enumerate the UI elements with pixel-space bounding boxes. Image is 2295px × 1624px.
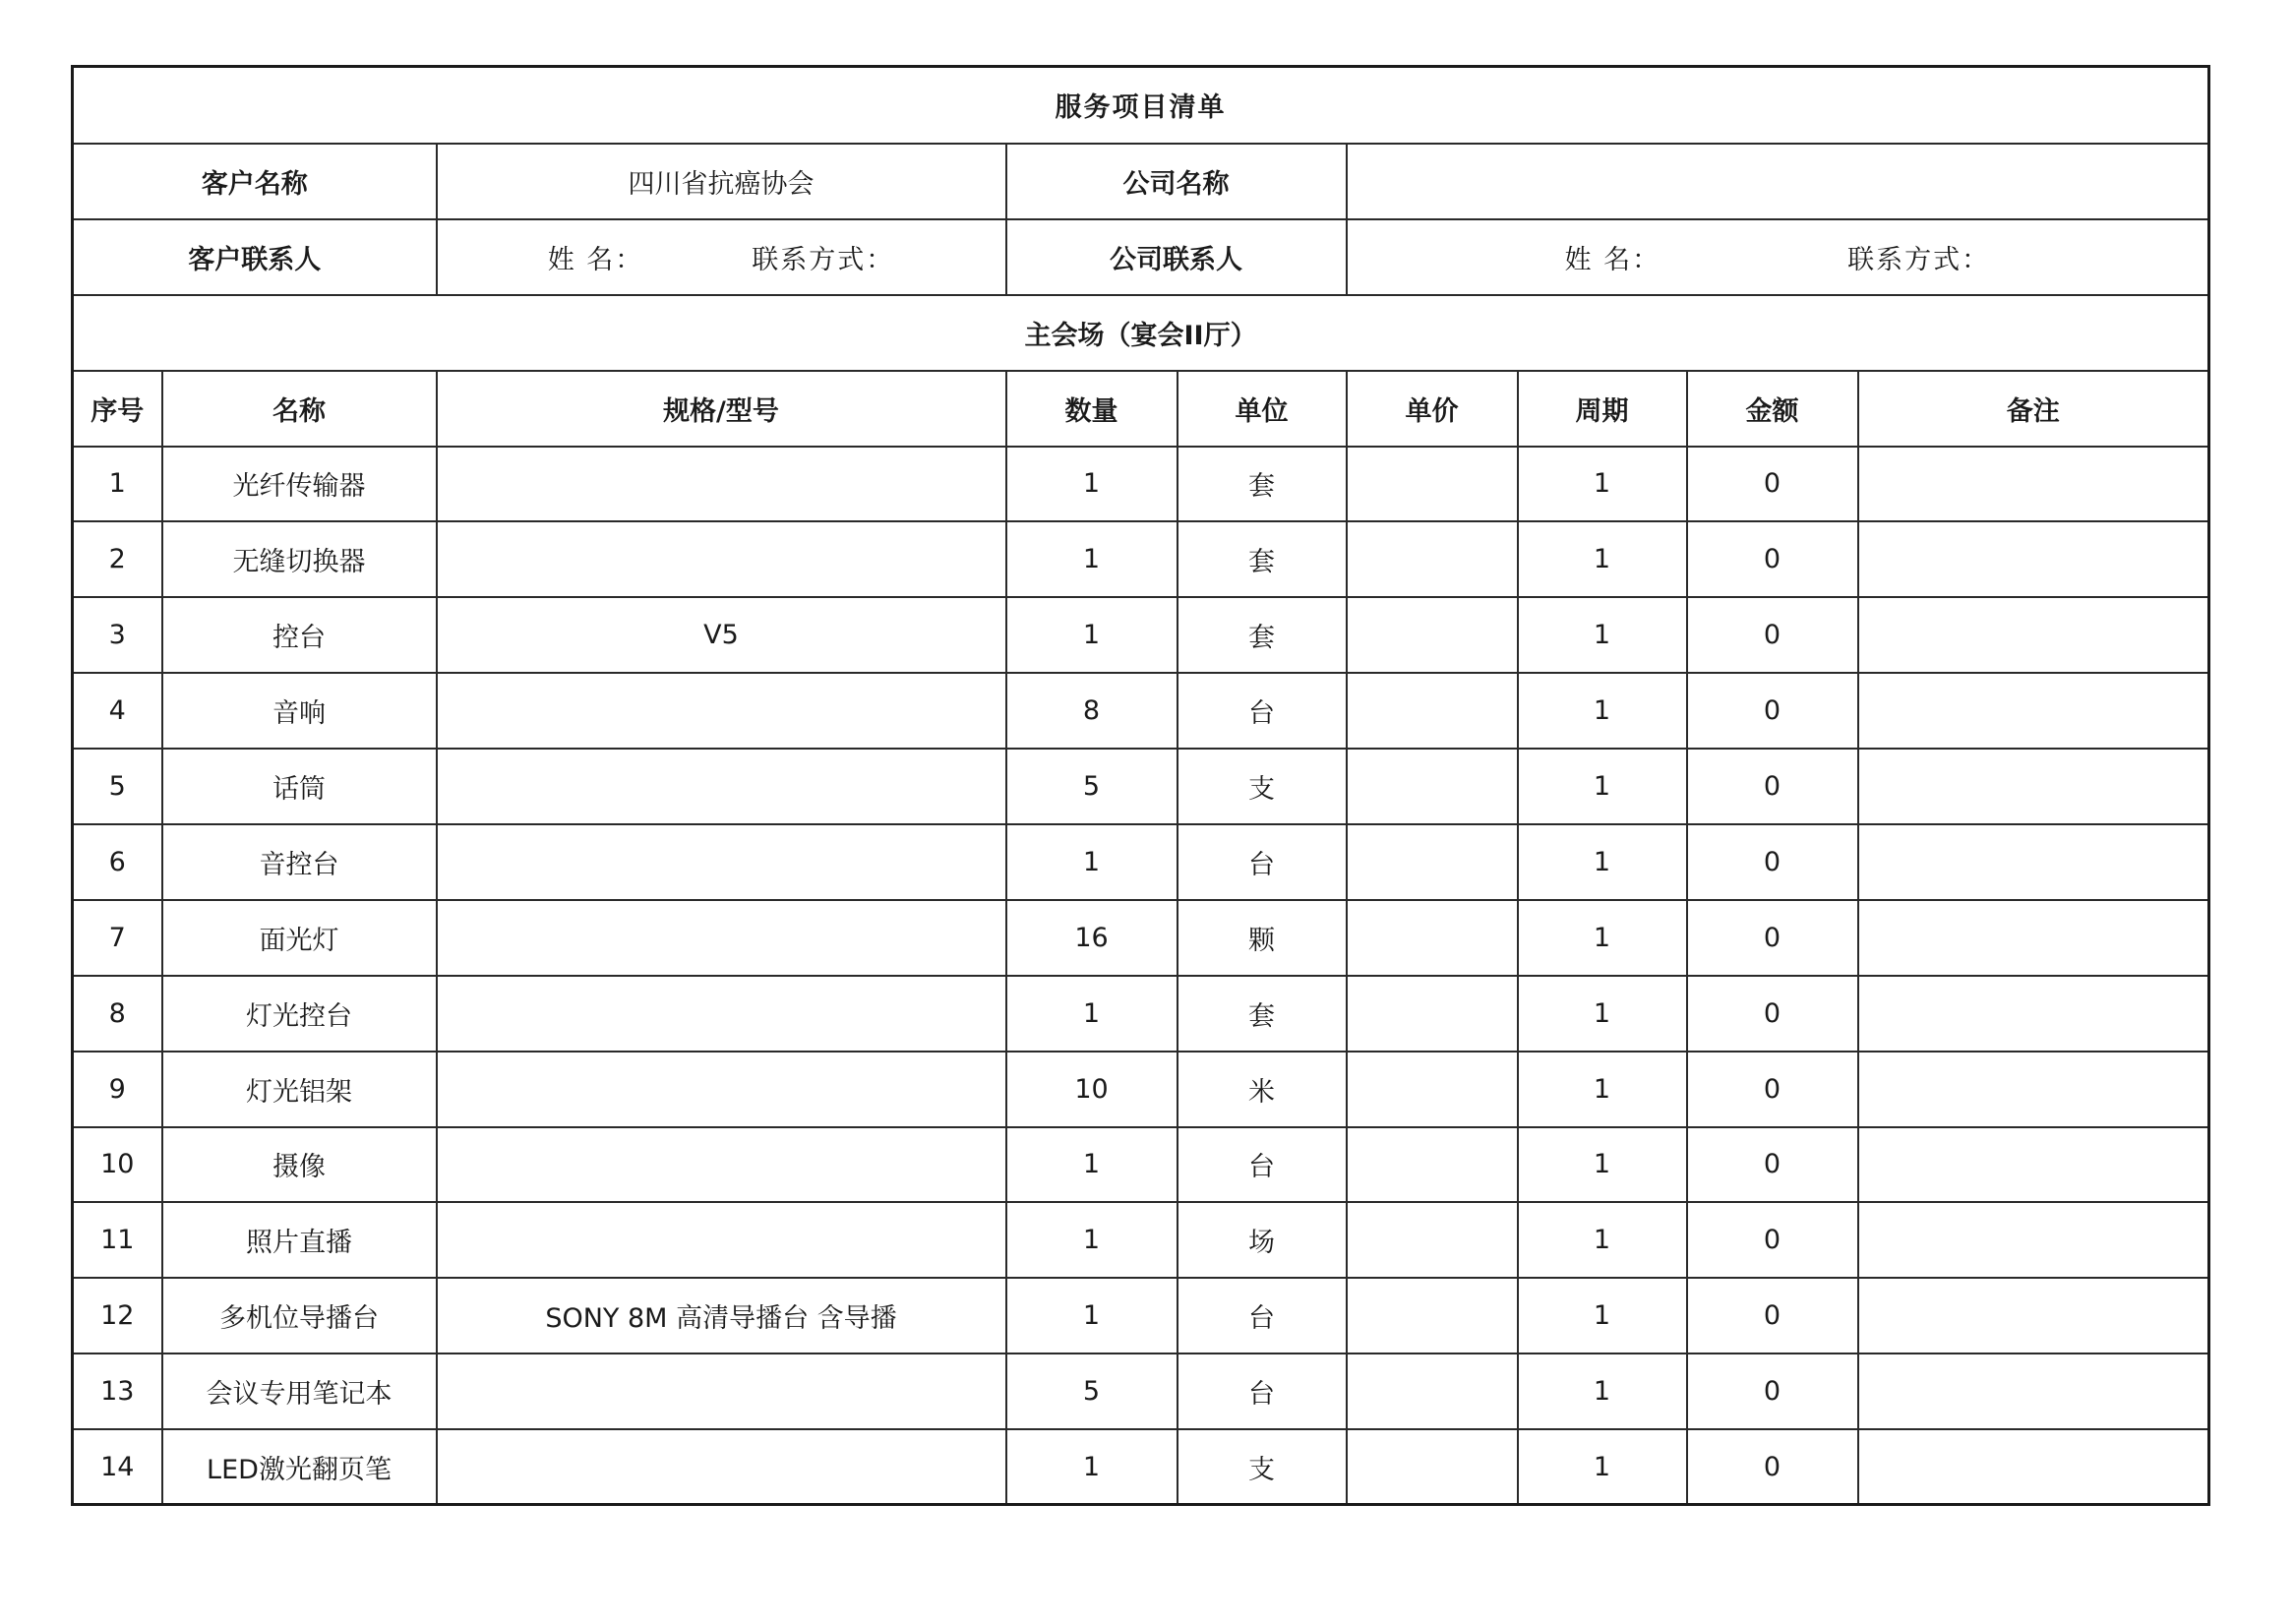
cell-period: 1 — [1518, 900, 1687, 976]
cell-price — [1347, 1429, 1518, 1505]
cell-index: 11 — [73, 1202, 162, 1278]
cell-amount: 0 — [1687, 900, 1858, 976]
company-name-label: 公司名称 — [1006, 144, 1347, 219]
table-row — [73, 1202, 2209, 1278]
customer-name-label: 客户名称 — [73, 144, 437, 219]
cell-qty: 10 — [1006, 1052, 1178, 1127]
cell-spec — [437, 1052, 1006, 1127]
table-header-row — [73, 371, 2209, 447]
cell-period: 1 — [1518, 1353, 1687, 1429]
cell-name: 灯光铝架 — [162, 1052, 437, 1127]
cell-price — [1347, 1202, 1518, 1278]
cell-note — [1858, 673, 2209, 749]
cell-name: 无缝切换器 — [162, 521, 437, 597]
cell-note — [1858, 1127, 2209, 1203]
cell-spec: SONY 8M 高清导播台 含导播 — [437, 1278, 1006, 1353]
cell-spec — [437, 521, 1006, 597]
cell-note — [1858, 976, 2209, 1052]
cell-period: 1 — [1518, 597, 1687, 673]
cell-index: 2 — [73, 521, 162, 597]
cell-index: 13 — [73, 1353, 162, 1429]
cell-name: 控台 — [162, 597, 437, 673]
table-row — [73, 976, 2209, 1052]
cell-unit: 台 — [1178, 1278, 1347, 1353]
cell-price — [1347, 1278, 1518, 1353]
cell-note — [1858, 749, 2209, 824]
cell-spec — [437, 824, 1006, 900]
cell-unit: 套 — [1178, 597, 1347, 673]
cell-period: 1 — [1518, 976, 1687, 1052]
table-row — [73, 597, 2209, 673]
cell-name: 摄像 — [162, 1127, 437, 1203]
cell-index: 12 — [73, 1278, 162, 1353]
cell-index: 1 — [73, 447, 162, 522]
cell-price — [1347, 521, 1518, 597]
cell-amount: 0 — [1687, 824, 1858, 900]
cell-amount: 0 — [1687, 1353, 1858, 1429]
customer-contact-method-label: 联系方式： — [752, 244, 895, 275]
cell-unit: 场 — [1178, 1202, 1347, 1278]
cell-amount: 0 — [1687, 976, 1858, 1052]
cell-name: 照片直播 — [162, 1202, 437, 1278]
cell-qty: 1 — [1006, 976, 1178, 1052]
cell-price — [1347, 447, 1518, 522]
cell-name: 音控台 — [162, 824, 437, 900]
cell-unit: 台 — [1178, 1353, 1347, 1429]
cell-amount: 0 — [1687, 447, 1858, 522]
company-contact-label: 公司联系人 — [1006, 219, 1347, 295]
header-amount: 金额 — [1687, 371, 1858, 447]
cell-index: 10 — [73, 1127, 162, 1203]
cell-note — [1858, 1429, 2209, 1505]
cell-price — [1347, 824, 1518, 900]
cell-period: 1 — [1518, 1278, 1687, 1353]
cell-unit: 颗 — [1178, 900, 1347, 976]
cell-period: 1 — [1518, 824, 1687, 900]
header-unit: 单位 — [1178, 371, 1347, 447]
service-list-table — [71, 65, 2210, 1506]
cell-index: 8 — [73, 976, 162, 1052]
company-contact-method-label: 联系方式： — [1847, 244, 1991, 275]
cell-period: 1 — [1518, 447, 1687, 522]
cell-amount: 0 — [1687, 1278, 1858, 1353]
cell-qty: 1 — [1006, 1202, 1178, 1278]
cell-price — [1347, 1353, 1518, 1429]
cell-amount: 0 — [1687, 597, 1858, 673]
header-qty: 数量 — [1006, 371, 1178, 447]
customer-contact-cell — [437, 219, 1006, 295]
cell-note — [1858, 597, 2209, 673]
cell-name: 话筒 — [162, 749, 437, 824]
table-row — [73, 673, 2209, 749]
cell-note — [1858, 447, 2209, 522]
cell-spec: V5 — [437, 597, 1006, 673]
cell-index: 5 — [73, 749, 162, 824]
cell-price — [1347, 1127, 1518, 1203]
cell-name: 面光灯 — [162, 900, 437, 976]
cell-period: 1 — [1518, 1429, 1687, 1505]
customer-contact-name-label: 姓 名： — [547, 244, 644, 275]
cell-index: 9 — [73, 1052, 162, 1127]
cell-unit: 台 — [1178, 824, 1347, 900]
cell-qty: 1 — [1006, 1429, 1178, 1505]
cell-price — [1347, 900, 1518, 976]
cell-name: 灯光控台 — [162, 976, 437, 1052]
company-contact-name-label: 姓 名： — [1564, 244, 1661, 275]
cell-note — [1858, 1202, 2209, 1278]
table-row — [73, 1127, 2209, 1203]
cell-period: 1 — [1518, 1052, 1687, 1127]
cell-price — [1347, 976, 1518, 1052]
cell-spec — [437, 976, 1006, 1052]
cell-qty: 16 — [1006, 900, 1178, 976]
cell-note — [1858, 1052, 2209, 1127]
cell-amount: 0 — [1687, 673, 1858, 749]
customer-name-value: 四川省抗癌协会 — [437, 144, 1006, 219]
cell-period: 1 — [1518, 1127, 1687, 1203]
cell-amount: 0 — [1687, 1052, 1858, 1127]
table-row — [73, 900, 2209, 976]
cell-qty: 1 — [1006, 521, 1178, 597]
table-row — [73, 749, 2209, 824]
header-period: 周期 — [1518, 371, 1687, 447]
cell-index: 14 — [73, 1429, 162, 1505]
cell-index: 7 — [73, 900, 162, 976]
cell-note — [1858, 1278, 2209, 1353]
cell-spec — [437, 1202, 1006, 1278]
cell-unit: 支 — [1178, 749, 1347, 824]
cell-period: 1 — [1518, 673, 1687, 749]
section-title: 主会场（宴会II厅） — [73, 295, 2209, 371]
table-row — [73, 824, 2209, 900]
cell-price — [1347, 1052, 1518, 1127]
table-row — [73, 447, 2209, 522]
cell-unit: 套 — [1178, 521, 1347, 597]
cell-name: 光纤传输器 — [162, 447, 437, 522]
cell-qty: 1 — [1006, 447, 1178, 522]
cell-note — [1858, 824, 2209, 900]
customer-contact-label: 客户联系人 — [73, 219, 437, 295]
cell-name: 音响 — [162, 673, 437, 749]
cell-price — [1347, 673, 1518, 749]
cell-amount: 0 — [1687, 749, 1858, 824]
cell-period: 1 — [1518, 1202, 1687, 1278]
document-title: 服务项目清单 — [73, 67, 2209, 144]
cell-name: 多机位导播台 — [162, 1278, 437, 1353]
cell-spec — [437, 900, 1006, 976]
cell-unit: 套 — [1178, 976, 1347, 1052]
cell-period: 1 — [1518, 749, 1687, 824]
cell-unit: 套 — [1178, 447, 1347, 522]
header-note: 备注 — [1858, 371, 2209, 447]
cell-note — [1858, 900, 2209, 976]
cell-note — [1858, 521, 2209, 597]
cell-index: 4 — [73, 673, 162, 749]
cell-spec — [437, 447, 1006, 522]
cell-note — [1858, 1353, 2209, 1429]
table-row — [73, 1353, 2209, 1429]
table-row — [73, 1429, 2209, 1505]
header-index: 序号 — [73, 371, 162, 447]
table-row — [73, 1278, 2209, 1353]
cell-amount: 0 — [1687, 521, 1858, 597]
cell-spec — [437, 1127, 1006, 1203]
cell-unit: 台 — [1178, 1127, 1347, 1203]
cell-index: 6 — [73, 824, 162, 900]
cell-qty: 5 — [1006, 749, 1178, 824]
cell-qty: 5 — [1006, 1353, 1178, 1429]
table-row — [73, 1052, 2209, 1127]
cell-amount: 0 — [1687, 1202, 1858, 1278]
company-contact-cell — [1347, 219, 2209, 295]
cell-spec — [437, 1353, 1006, 1429]
cell-unit: 米 — [1178, 1052, 1347, 1127]
cell-qty: 1 — [1006, 824, 1178, 900]
cell-price — [1347, 597, 1518, 673]
cell-name: LED激光翻页笔 — [162, 1429, 437, 1505]
cell-qty: 8 — [1006, 673, 1178, 749]
cell-spec — [437, 1429, 1006, 1505]
cell-unit: 台 — [1178, 673, 1347, 749]
table-row — [73, 521, 2209, 597]
cell-amount: 0 — [1687, 1127, 1858, 1203]
cell-spec — [437, 749, 1006, 824]
cell-qty: 1 — [1006, 597, 1178, 673]
cell-amount: 0 — [1687, 1429, 1858, 1505]
header-name: 名称 — [162, 371, 437, 447]
cell-qty: 1 — [1006, 1127, 1178, 1203]
cell-spec — [437, 673, 1006, 749]
cell-name: 会议专用笔记本 — [162, 1353, 437, 1429]
cell-index: 3 — [73, 597, 162, 673]
cell-unit: 支 — [1178, 1429, 1347, 1505]
cell-period: 1 — [1518, 521, 1687, 597]
company-name-value — [1347, 144, 2209, 219]
cell-price — [1347, 749, 1518, 824]
header-price: 单价 — [1347, 371, 1518, 447]
header-spec: 规格/型号 — [437, 371, 1006, 447]
cell-qty: 1 — [1006, 1278, 1178, 1353]
